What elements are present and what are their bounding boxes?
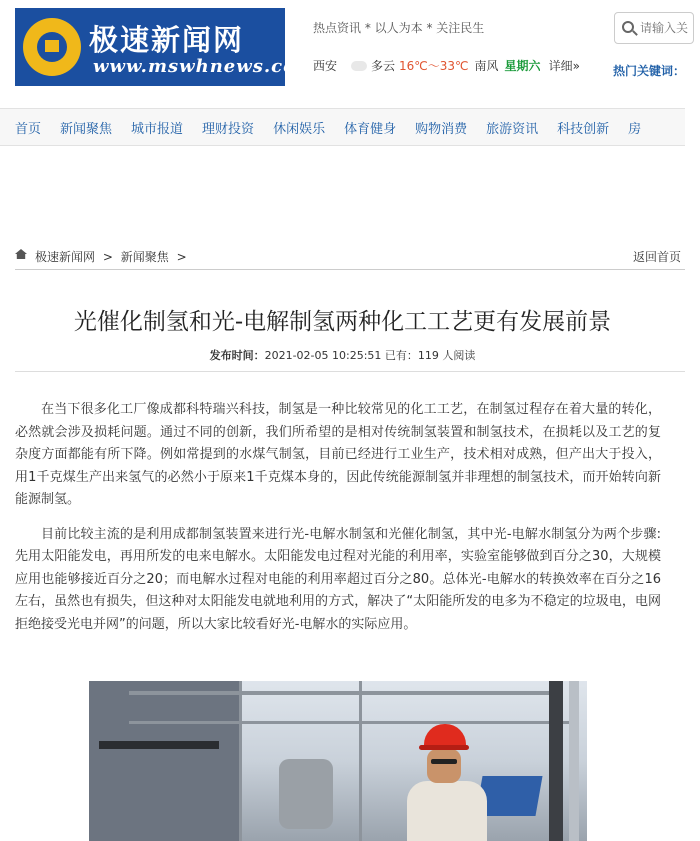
weather-widget [313,57,580,74]
publish-time-label: 发布时间： [209,349,265,362]
site-header [0,0,685,108]
main-nav [0,108,685,146]
nav-item-home[interactable]: 首页 [15,121,42,137]
article-meta [0,347,685,363]
article-body [15,399,661,648]
article-title: 光催化制氢和光-电解制氢两种化工工艺更有发展前景 [73,309,612,335]
nav-item-travel[interactable]: 旅游资讯 [486,121,539,137]
weather-condition: 多云 [371,59,396,73]
home-icon [15,249,27,259]
meta-divider [15,371,685,372]
weather-temperature: 16℃～33℃ [399,59,469,73]
cloud-icon [351,61,367,71]
site-logo[interactable] [15,8,317,86]
read-count-suffix: 人阅读 [442,349,476,362]
weather-details-link[interactable]: 详细» [548,59,580,73]
weather-wind: 南风 [474,59,499,73]
article-paragraph: 目前比较主流的是利用成都制氢装置来进行光-电解水制氢和光催化制氢，其中光-电解水制氢分为两个步骤: 先用太阳能发电，再用所发的电来电解水。太阳能发电过程对光能的利用率，实验室能够做到百分之30，大规模应用也能够接近百分之20；而电解水过程对电能的利用率超过百分之80。总体光-电解水的转换效率在百分之16左右，虽然也有损失，但这种对太阳能发电就地利用的方式，解决了“太阳能所发的电多为不稳定的垃圾电，电网拒绝接受光电并网”的问题，所以大家比较看好光-电解水的实际应用。 [15,526,661,632]
nav-item-entertainment[interactable]: 休闲娱乐 [273,121,326,137]
hot-keywords-label: 热门关键词： [613,64,686,78]
read-count-prefix: 已有： [384,349,418,362]
breadcrumb-separator: > [102,250,113,264]
site-tagline: 热点资讯 * 以人为本 * 关注民生 [313,21,485,35]
publish-time: 2021-02-05 10:25:51 [264,349,382,362]
logo-title: 极速新闻网 [89,23,245,57]
breadcrumb-separator: > [176,250,187,264]
nav-item-house[interactable]: 房 [628,121,642,137]
breadcrumb-home-link[interactable]: 极速新闻网 [35,250,96,264]
breadcrumb [15,244,685,270]
search-box[interactable] [614,12,694,44]
back-home-link[interactable]: 返回首页 [632,250,681,264]
logo-url: www.mswhnews.com [93,56,317,77]
nav-item-city-report[interactable]: 城市报道 [131,121,184,137]
nav-item-news-focus[interactable]: 新闻聚焦 [60,121,113,137]
nav-item-tech[interactable]: 科技创新 [557,121,610,137]
breadcrumb-section-link[interactable]: 新闻聚焦 [120,250,169,264]
search-icon[interactable] [622,21,634,33]
nav-item-finance[interactable]: 理财投资 [202,121,255,137]
article-photo [89,681,587,841]
search-input[interactable] [640,17,700,39]
nav-item-shopping[interactable]: 购物消费 [415,121,468,137]
article-paragraph: 在当下很多化工厂像成都科特瑞兴科技，制氢是一种比较常见的化工工艺，在制氢过程存在着大量的转化，必然就会涉及损耗问题。通过不同的创新，我们所希望的是相对传统制氢装置和制氢技术，在损耗以及工艺的复杂度方面都能有所下降。例如常提到的水煤气制氢，目前已经进行工业生产，技术相对成熟，但产出大于投入，用1千克煤生产出来氢气的必然小于原来1千克煤本身的，因此传统能源制氢并非理想的制氢技术，而开始转向新能源制氢。 [15,402,661,507]
weather-weekday: 星期六 [504,59,541,73]
read-count: 119 [417,349,439,362]
nav-item-sports[interactable]: 体育健身 [344,121,397,137]
logo-emblem-icon [23,18,81,76]
weather-city: 西安 [313,59,338,73]
